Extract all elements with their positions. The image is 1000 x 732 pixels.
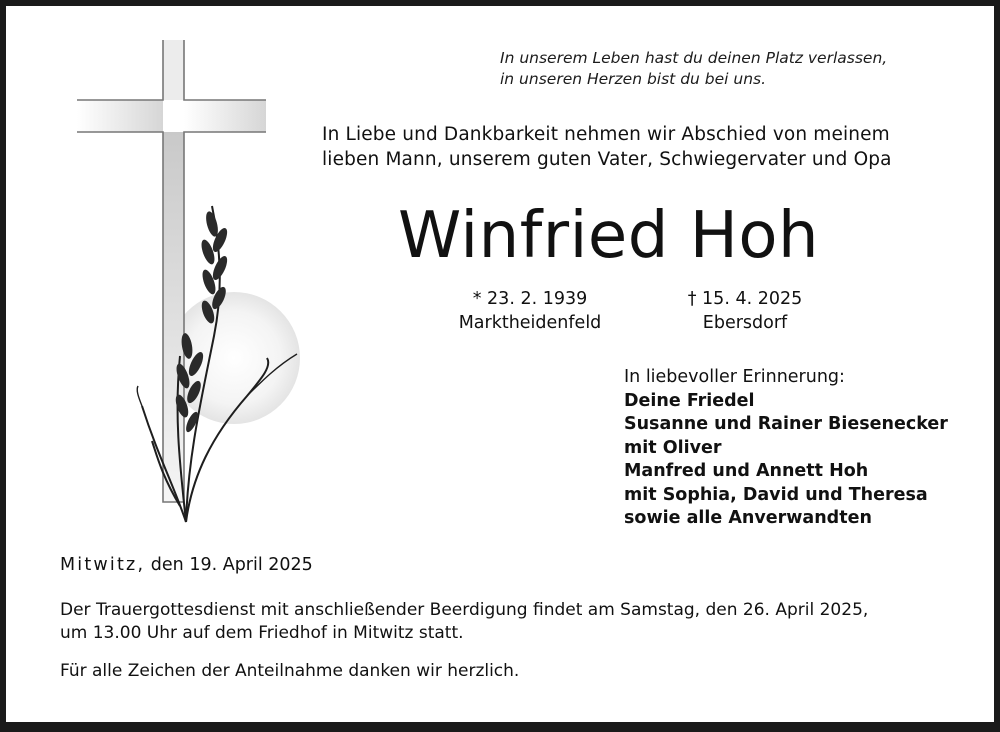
intro-text <box>322 122 892 172</box>
birth-place: Marktheidenfeld <box>458 313 602 333</box>
dateline <box>60 553 313 577</box>
deceased-name: Winfried Hoh <box>398 199 820 273</box>
remembrance-label: In liebevoller Erinnerung: <box>624 367 845 387</box>
death-info <box>645 287 845 335</box>
motto-line: In unserem Leben hast du deinen Platz verlassen, <box>500 49 888 67</box>
mourner-line: mit Oliver <box>624 437 722 458</box>
memorial-artwork <box>62 36 312 536</box>
motto-line: in unseren Herzen bist du bei uns. <box>500 70 767 88</box>
intro-line: In Liebe und Dankbarkeit nehmen wir Abschied von meinem <box>322 124 890 145</box>
service-line: Der Trauergottesdienst mit anschließender Beerdigung findet am Samstag, den 26. April 2025, <box>60 600 869 620</box>
motto-verse <box>500 48 887 90</box>
mourner-line: Susanne und Rainer Biesenecker <box>624 414 948 435</box>
death-place: Ebersdorf <box>702 313 788 333</box>
mourner-line: Manfred und Annett Hoh <box>624 461 869 482</box>
dateline-date: den 19. April 2025 <box>150 555 313 575</box>
death-date: † 15. 4. 2025 <box>687 289 803 309</box>
mourner-line: mit Sophia, David und Theresa <box>624 484 928 505</box>
birth-info <box>430 287 630 335</box>
cross-icon <box>77 40 266 502</box>
mourner-line: Deine Friedel <box>624 391 755 411</box>
dateline-city: Mitwitz, <box>60 555 146 575</box>
thanks-note: Für alle Zeichen der Anteilnahme danken wir herzlich. <box>60 661 520 681</box>
intro-line: lieben Mann, unserem guten Vater, Schwiegervater und Opa <box>322 149 892 170</box>
birth-date: * 23. 2. 1939 <box>472 289 588 309</box>
mourner-line: sowie alle Anverwandten <box>624 508 872 529</box>
service-line: um 13.00 Uhr auf dem Friedhof in Mitwitz statt. <box>60 623 464 643</box>
mourners-list <box>624 390 948 530</box>
service-notice <box>60 599 868 645</box>
